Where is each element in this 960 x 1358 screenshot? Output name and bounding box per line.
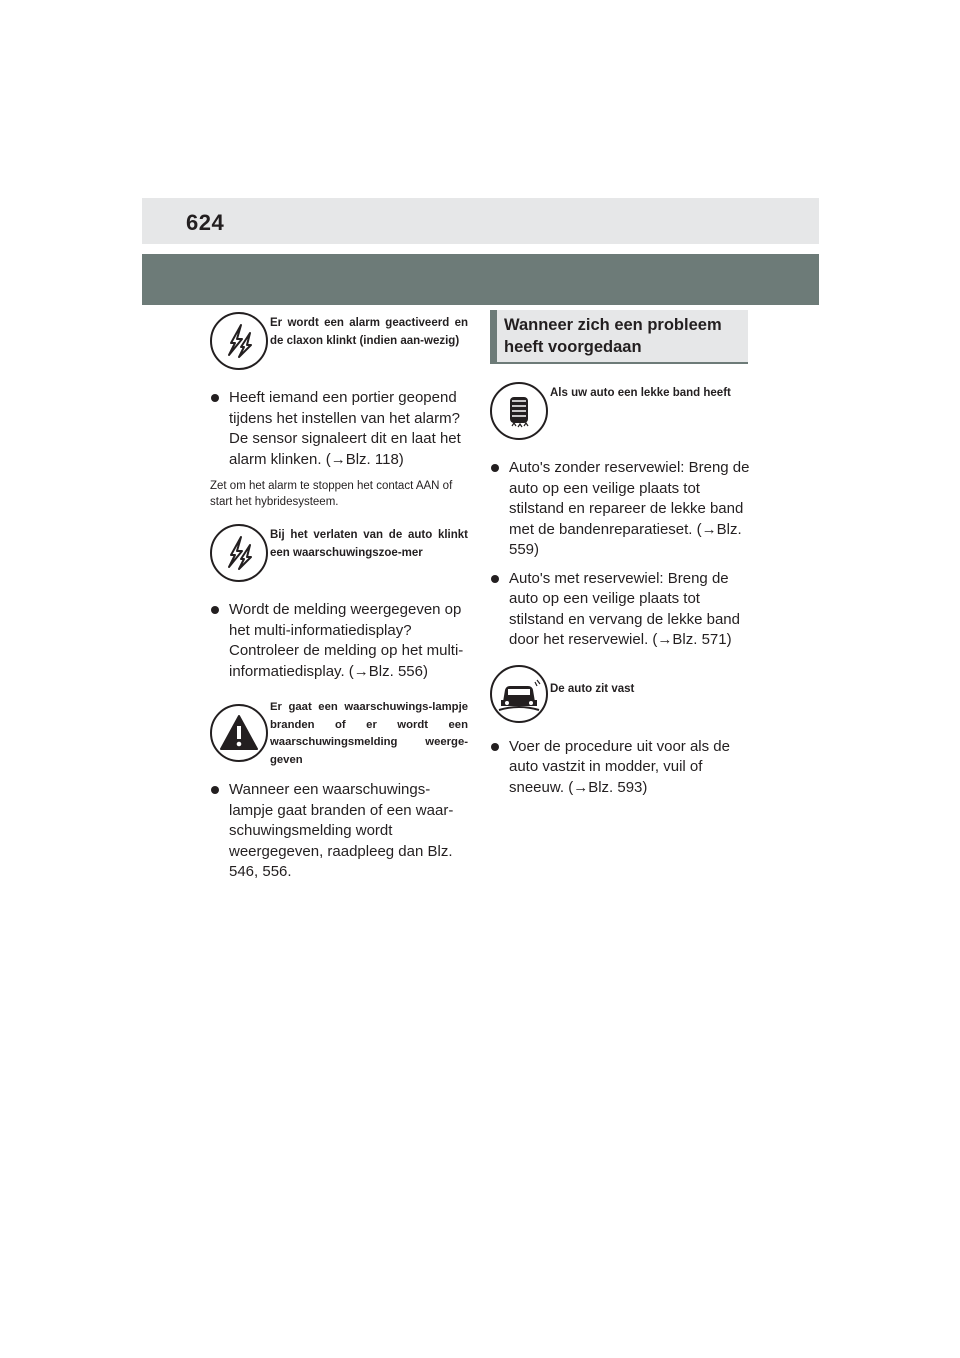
- list-item: [210, 600, 470, 682]
- bullet-dot: [491, 464, 499, 472]
- left-column: [210, 310, 470, 883]
- flat-tire-block: [490, 380, 750, 458]
- horn-alarm-icon: [210, 312, 268, 370]
- bullet-dot: [491, 743, 499, 751]
- list-item: [490, 458, 750, 561]
- header-band: [142, 254, 819, 305]
- car-stuck-block: [490, 665, 750, 737]
- bullet-text: Auto's zonder reservewiel: Breng de auto op een veilige plaats tot stilstand en repareer de lekke band met de bandenreparatieset. (→Blz. 559): [509, 459, 750, 558]
- section-title: Wanneer zich een probleem heeft voorgedaan: [490, 310, 748, 364]
- car-stuck-icon: [490, 665, 548, 723]
- bullet-text: Wanneer een waarschuwings-lampje gaat branden of een waar-schuwingsmelding wordt weergegeven, raadpleeg dan Blz. 546, 556.: [229, 781, 454, 880]
- list-item: [490, 569, 750, 651]
- list-item: [490, 737, 750, 799]
- note-text: Zet om het alarm te stoppen het contact AAN of start het hybridesysteem.: [210, 480, 453, 508]
- bullet-dot: [211, 606, 219, 614]
- list-item: [210, 780, 470, 883]
- flat-tire-icon: [490, 382, 548, 440]
- car-stuck-label: De auto zit vast: [550, 682, 635, 695]
- bullet-text: Auto's met reservewiel: Breng de auto op een veilige plaats tot stilstand en vervang de lekke band door het reservewiel. (→Blz. 571): [509, 569, 740, 648]
- flat-tire-label: Als uw auto een lekke band heeft: [550, 387, 731, 399]
- bullet-text: Voer de procedure uit voor als de auto vastzit in modder, vuil of sneeuw. (→Blz. 593): [509, 737, 730, 796]
- horn-alarm-icon: [210, 524, 268, 582]
- bullet-text: Heeft iemand een portier geopend tijdens het instellen van het alarm? De sensor signaleert dit en laat het alarm klinken. (→Blz. 118): [229, 389, 461, 468]
- bullet-dot: [491, 575, 499, 583]
- alarm-horn-label: Er wordt een alarm geactiveerd en de claxon klinkt (indien aan-wezig): [270, 317, 468, 347]
- bullet-dot: [211, 786, 219, 794]
- bullet-dot: [211, 394, 219, 402]
- warning-light-label: Er gaat een waarschuwings-lampje branden of er wordt een waarschuwingsmelding weerge-geven: [270, 701, 468, 766]
- buzzer-block: [210, 522, 470, 600]
- buzzer-label: Bij het verlaten van de auto klinkt een waarschuwingszoe-mer: [270, 529, 468, 559]
- right-column: [490, 310, 750, 798]
- bullet-text: Wordt de melding weergegeven op het multi-informatiedisplay? Controleer de melding op het multi-informatiedisplay. (→Blz. 556): [229, 601, 464, 680]
- alarm-horn-block: [210, 310, 470, 388]
- warning-triangle-icon: [210, 704, 268, 762]
- page-number: 624: [186, 210, 225, 235]
- list-item: [210, 388, 470, 470]
- warning-light-block: [210, 694, 470, 780]
- page-header: [142, 198, 819, 244]
